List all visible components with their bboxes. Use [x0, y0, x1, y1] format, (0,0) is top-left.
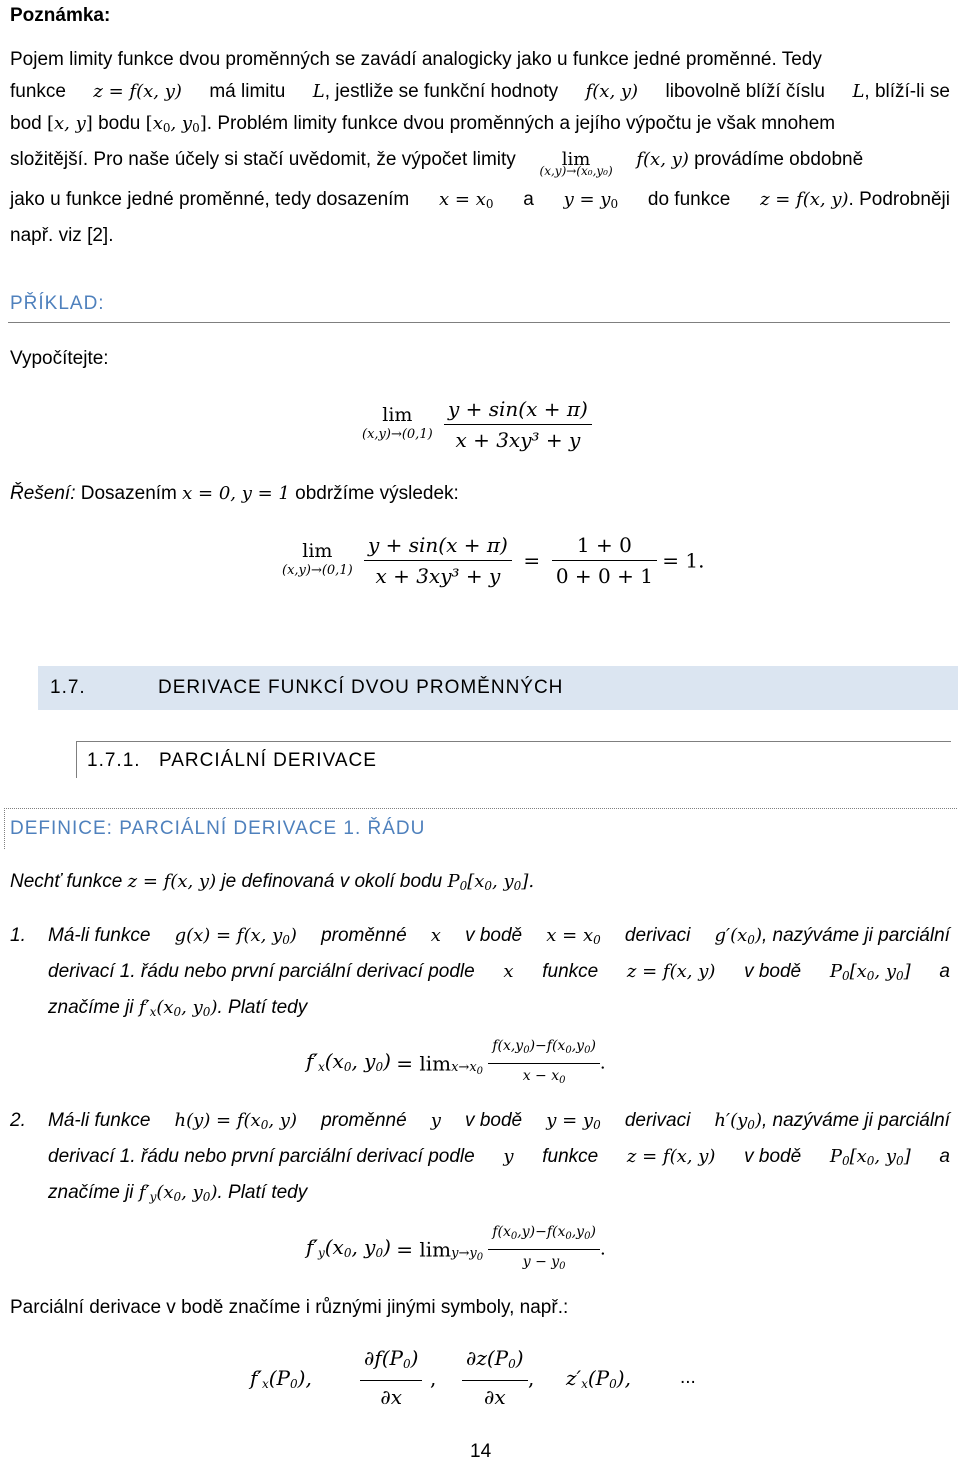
item2-number: 2. — [10, 1110, 26, 1131]
item2-text: Má-li funkce $h(y) = f(x_0$, y) proměnné y v bodě $y = y_0$ derivaci $h'(y_0)$, nazýváme ji parciální derivací 1. řádu nebo první parciální derivací podle y funkce z = f(x, y) v bodě $P_0[x_0$, $y_0$] a značíme ji $f'_y(x_0$, $y_0$). Platí tedy — [48, 1110, 950, 1204]
formula-fx: $f'_x(x_0$, $y_0) = \lim x\to x_0$ $\frac{f(x,y_0)-f(x_0,y_0)}{x - x_0}$ . — [306, 1034, 606, 1093]
definition-heading: DEFINICE: PARCIÁLNÍ DERIVACE 1. ŘÁDU — [10, 818, 426, 839]
note-heading: Poznámka: — [10, 5, 111, 26]
note-line-1: Pojem limity funkce dvou proměnných se zavádí analogicky jako u funkce jedné proměnné. Tedy — [10, 49, 822, 70]
limit-general: lim (x,y)→(x₀,y₀) — [539, 149, 613, 178]
example-rule — [8, 322, 950, 323]
section-title: DERIVACE FUNKCÍ DVOU PROMĚNNÝCH — [158, 677, 564, 698]
subsection-box — [76, 741, 951, 778]
symbols-text: Parciální derivace v bodě značíme i různými jinými symboly, např.: — [10, 1297, 569, 1318]
note-line-3: bod [x, y] bodu [$x_0$, $y_0$]. Problém limity funkce dvou proměnných a jejího výpočtu je však mnohem — [10, 113, 836, 135]
note-line-2: funkce z = f(x, y) má limitu L, jestliže se funkční hodnoty f(x, y) libovolně blíží číslu L, blíží-li se — [10, 81, 950, 102]
subsection-title: PARCIÁLNÍ DERIVACE — [159, 750, 377, 771]
note-line-5: jako u funkce jedné proměnné, tedy dosazením $x = x_0$ a $y = y_0$ do funkce z = f(x, y). Podrobněji — [10, 189, 950, 211]
note-line-4: složitější. Pro naše účely si stačí uvědomit, že výpočet limity lim (x,y)→(x₀,y₀) f(x, y) provádíme obdobně — [10, 144, 950, 184]
item1-number: 1. — [10, 925, 26, 946]
section-number: 1.7. — [50, 677, 86, 698]
subsection-number: 1.7.1. — [87, 750, 141, 771]
formula-fy: $f'_y(x_0$, $y_0) = \lim y\to y_0$ $\frac{f(x_0,y)-f(x_0,y_0)}{y - y_0}$ . — [306, 1220, 606, 1279]
solution-expression: lim (x,y)→(0,1) $\frac{y + \sin(x + \pi)}{\text{x + 3xy³ + y}}$ = $\frac{1 + 0}{0 + 0 + 1}$ = 1. — [282, 530, 704, 591]
definition-intro: Nechť funkce z = f(x, y) je definovaná v okolí bodu $P_0[x_0$, $y_0$]. — [10, 871, 535, 893]
solution-line: Řešení: Dosazením x = 0, y = 1 obdržíme výsledek: — [10, 483, 459, 504]
page-number: 14 — [470, 1441, 492, 1462]
note-paragraph — [10, 44, 950, 252]
section-band — [38, 666, 958, 710]
example-expression: lim (x,y)→(0,1) $\frac{y + \sin(x + \pi)}{\text{x + 3xy³ + y}}$ — [362, 394, 592, 455]
example-heading: PŘÍKLAD: — [10, 293, 105, 314]
item1-text: Má-li funkce g(x) = f(x, $y_0$) proměnné x v bodě $x = x_0$ derivaci $g'(x_0)$, nazýváme ji parciální derivací 1. řádu nebo první parciální derivací podle x funkce z = f(x, y) v bodě $P_0[x_0$, $y_0$] a značíme ji $f'_x(x_0$, $y_0$). Platí tedy — [48, 925, 950, 1019]
note-line-6: např. viz [2]. — [10, 225, 114, 246]
example-prompt: Vypočítejte: — [10, 348, 109, 369]
